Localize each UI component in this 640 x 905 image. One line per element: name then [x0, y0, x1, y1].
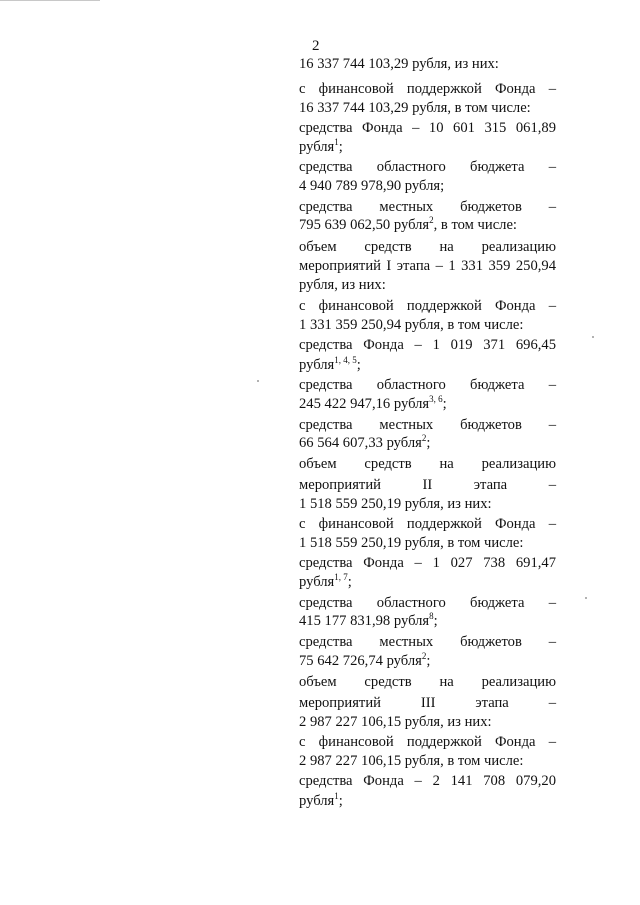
line-text: мероприятий II этапа –: [299, 477, 556, 493]
text-line-content: [299, 119, 556, 138]
text-line: [299, 792, 556, 811]
text-line: [299, 772, 556, 791]
line-text: рубля: [299, 139, 335, 155]
text-line: [299, 434, 556, 453]
text-line-content: [299, 316, 556, 335]
text-line: [299, 119, 556, 138]
line-text: объем средств на реализацию: [299, 456, 556, 472]
line-text: рубля: [299, 793, 335, 809]
footnote-marker: 2: [421, 651, 427, 661]
footnote-marker: 1, 4, 5: [334, 355, 357, 365]
text-line: [299, 297, 556, 316]
text-line: [299, 455, 556, 474]
line-text: рубля: [299, 574, 335, 590]
line-text: с финансовой поддержкой Фонда –: [299, 516, 556, 532]
text-line-content: [299, 612, 556, 631]
text-line-content: [299, 55, 556, 74]
line-text: средства местных бюджетов –: [299, 199, 556, 215]
footnote-marker: 2: [421, 433, 427, 443]
line-text: 245 422 947,16 рубля: [299, 396, 430, 412]
footnote-marker: 1, 7: [334, 572, 348, 582]
page-number: 2: [312, 38, 320, 54]
scan-edge-line: [0, 0, 100, 1]
text-line-content: [299, 138, 556, 157]
line-text: с финансовой поддержкой Фонда –: [299, 81, 556, 97]
text-line: [299, 752, 556, 771]
text-line: [299, 216, 556, 235]
line-text: мероприятий I этапа – 1 331 359 250,94: [299, 258, 556, 274]
text-line-content: [299, 495, 556, 514]
text-line: [299, 238, 556, 257]
line-tail: ;: [356, 357, 361, 373]
text-line: [299, 554, 556, 573]
footnote-marker: 8: [429, 611, 434, 621]
text-line-content: [299, 633, 556, 652]
text-line-content: [299, 554, 556, 573]
text-line-content: [299, 455, 556, 474]
text-line: [299, 673, 556, 692]
text-line: [299, 177, 556, 196]
text-line: [299, 652, 556, 671]
line-text: 75 642 726,74 рубля: [299, 653, 422, 669]
text-line-content: [299, 416, 556, 435]
text-line-content: [299, 395, 556, 414]
line-text: объем средств на реализацию: [299, 674, 556, 690]
text-line: [299, 594, 556, 613]
text-line-content: [299, 673, 556, 692]
text-line-content: [299, 336, 556, 355]
text-line-content: [299, 733, 556, 752]
text-line-content: [299, 573, 556, 592]
line-text: 2 987 227 106,15 рубля, в том числе:: [299, 753, 524, 769]
line-text: 16 337 744 103,29 рубля, в том числе:: [299, 100, 531, 116]
text-line-content: [299, 257, 556, 276]
text-line: [299, 99, 556, 118]
text-line: [299, 713, 556, 732]
text-line-content: [299, 713, 556, 732]
text-line: [299, 694, 556, 713]
text-line-content: [299, 594, 556, 613]
text-line-content: [299, 792, 556, 811]
text-line: [299, 612, 556, 631]
line-text: 66 564 607,33 рубля: [299, 435, 422, 451]
line-text: 2 987 227 106,15 рубля, из них:: [299, 714, 492, 730]
line-tail: ;: [347, 574, 352, 590]
text-line-content: [299, 276, 556, 295]
line-text: средства Фонда – 1 019 371 696,45: [299, 337, 556, 353]
line-text: средства Фонда – 2 141 708 079,20: [299, 773, 556, 789]
line-text: рубля: [299, 357, 335, 373]
line-tail: ;: [433, 613, 438, 629]
line-tail: ;: [426, 435, 431, 451]
text-line: [299, 336, 556, 355]
text-line-content: [299, 534, 556, 553]
line-text: мероприятий III этапа –: [299, 695, 556, 711]
line-text: с финансовой поддержкой Фонда –: [299, 734, 556, 750]
line-tail: ;: [442, 396, 447, 412]
text-line-content: [299, 772, 556, 791]
line-tail: ;: [338, 793, 343, 809]
line-text: средства областного бюджета –: [299, 159, 556, 175]
text-line: [299, 276, 556, 295]
line-tail: , в том числе:: [433, 217, 517, 233]
text-line: [299, 733, 556, 752]
text-line: [299, 534, 556, 553]
line-text: средства Фонда – 1 027 738 691,47: [299, 555, 556, 571]
text-line: [299, 573, 556, 592]
text-line-content: [299, 238, 556, 257]
text-line: [299, 356, 556, 375]
text-line: [299, 55, 556, 74]
line-text: 1 518 559 250,19 рубля, из них:: [299, 496, 492, 512]
line-text: средства местных бюджетов –: [299, 634, 556, 650]
text-line-content: [299, 99, 556, 118]
scan-speck: [585, 597, 587, 599]
line-text: объем средств на реализацию: [299, 239, 556, 255]
text-line-content: [299, 158, 556, 177]
line-text: средства областного бюджета –: [299, 595, 556, 611]
footnote-marker: 1: [334, 791, 339, 801]
text-line-content: [299, 652, 556, 671]
text-line: [299, 515, 556, 534]
text-line: [299, 495, 556, 514]
line-text: средства областного бюджета –: [299, 377, 556, 393]
footnote-marker: 2: [429, 215, 434, 225]
text-line-content: [299, 356, 556, 375]
text-line: [299, 476, 556, 495]
text-line-content: [299, 198, 556, 217]
line-text: 1 518 559 250,19 рубля, в том числе:: [299, 535, 524, 551]
line-text: 795 639 062,50 рубля: [299, 217, 430, 233]
text-line: [299, 158, 556, 177]
text-line-content: [299, 177, 556, 196]
line-tail: ;: [338, 139, 343, 155]
text-line-content: [299, 216, 556, 235]
footnote-marker: 3, 6: [429, 394, 443, 404]
text-line: [299, 198, 556, 217]
text-line-content: [299, 515, 556, 534]
text-line: [299, 376, 556, 395]
text-line: [299, 80, 556, 99]
text-line-content: [299, 376, 556, 395]
line-text: 1 331 359 250,94 рубля, в том числе:: [299, 317, 524, 333]
line-text: с финансовой поддержкой Фонда –: [299, 298, 556, 314]
text-line-content: [299, 434, 556, 453]
text-line: [299, 257, 556, 276]
text-line-content: [299, 476, 556, 495]
line-text: 4 940 789 978,90 рубля;: [299, 178, 445, 194]
text-line-content: [299, 80, 556, 99]
text-line: [299, 633, 556, 652]
text-line: [299, 395, 556, 414]
scan-speck: [592, 336, 594, 338]
line-text: 16 337 744 103,29 рубля, из них:: [299, 56, 499, 72]
line-tail: ;: [426, 653, 431, 669]
text-line-content: [299, 297, 556, 316]
text-line: [299, 138, 556, 157]
line-text: средства местных бюджетов –: [299, 417, 556, 433]
footnote-marker: 1: [334, 137, 339, 147]
line-text: 415 177 831,98 рубля: [299, 613, 430, 629]
text-line-content: [299, 752, 556, 771]
text-line-content: [299, 694, 556, 713]
text-line: [299, 416, 556, 435]
line-text: средства Фонда – 10 601 315 061,89: [299, 120, 556, 136]
line-text: рубля, из них:: [299, 277, 386, 293]
scan-speck: [257, 380, 259, 382]
text-line: [299, 316, 556, 335]
